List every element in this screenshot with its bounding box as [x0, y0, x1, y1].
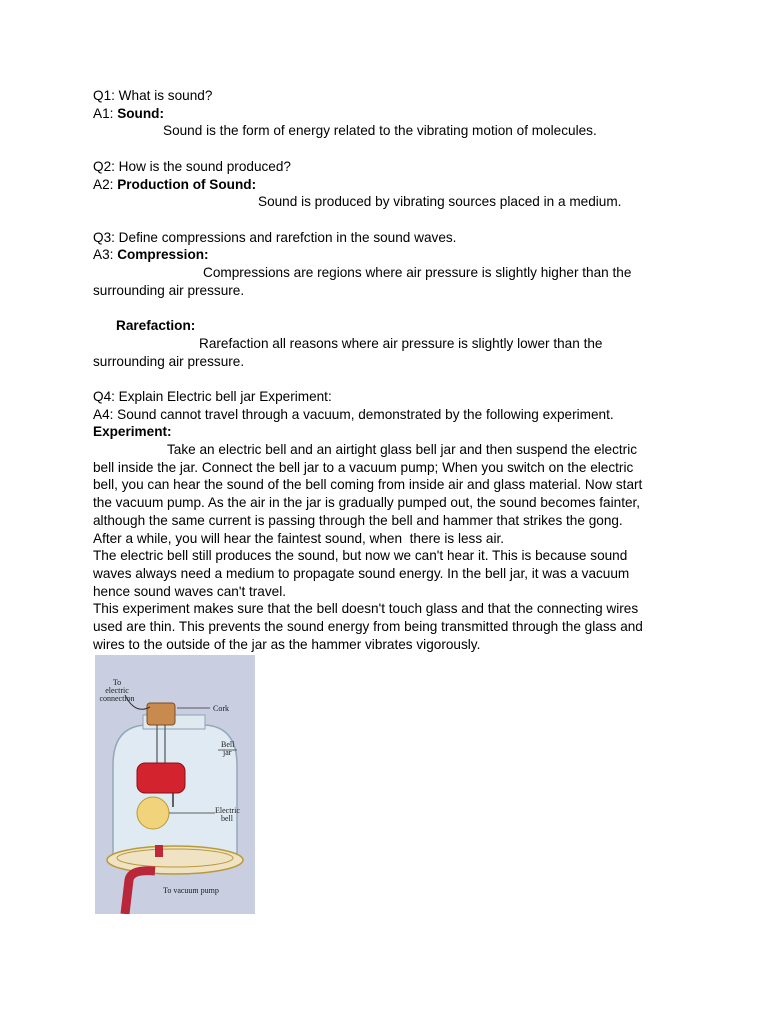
spacer	[93, 140, 673, 158]
para2-line-3: hence sound waves can't travel.	[93, 583, 287, 599]
q3-question: Q3: Define compressions and rarefction in the sound waves.	[93, 229, 457, 245]
a2-text: Sound is produced by vibrating sources placed in a medium.	[258, 194, 622, 210]
label-jar-2: jar	[223, 748, 232, 757]
para3-line-3: wires to the outside of the jar as the hammer vibrates vigorously.	[93, 636, 481, 652]
a3-line	[93, 246, 673, 264]
para1-line-4: the vacuum pump. As the air in the jar is gradually pumped out, the sound becomes fainter,	[93, 495, 641, 511]
document-body	[93, 87, 673, 653]
experiment-heading: Experiment:	[93, 424, 172, 440]
spacer	[93, 370, 673, 388]
para1-line-3: bell, you can hear the sound of the bell coming from inside air and glass material. Now start	[93, 477, 643, 493]
para2-line-2: waves always need a medium to propagate sound energy. In the bell jar, it was a vacuum	[93, 565, 630, 581]
cork-icon	[147, 703, 175, 725]
para3-line-2: used are thin. This prevents the sound energy from being transmitted through the glass and	[93, 619, 643, 635]
a1-heading: Sound:	[117, 105, 164, 121]
a2-line	[93, 176, 673, 194]
bell-jar-figure	[95, 655, 255, 914]
compression-heading: Compression:	[117, 247, 209, 263]
label-pump: To vacuum pump	[163, 886, 219, 895]
bell-gong-icon	[137, 797, 169, 829]
a2-prefix: A2:	[93, 176, 118, 192]
bell-jar-illustration	[95, 655, 255, 914]
a2-heading: Production of Sound:	[117, 176, 257, 192]
a1-text: Sound is the form of energy related to the vibrating motion of molecules.	[163, 123, 597, 139]
para3-line-1: This experiment makes sure that the bell doesn't touch glass and that the connecting wires	[93, 601, 639, 617]
spacer	[93, 211, 673, 229]
a1-line	[93, 105, 673, 123]
label-jar-1: Bell	[221, 740, 235, 749]
label-bell-2: bell	[221, 814, 233, 823]
bell-body-icon	[137, 763, 185, 793]
a1-prefix: A1:	[93, 105, 118, 121]
para1-line-1: Take an electric bell and an airtight glass bell jar and then suspend the electric	[167, 442, 638, 457]
compression-text-1: Compressions are regions where air pressure is slightly higher than the	[203, 265, 632, 280]
valve-icon	[155, 845, 163, 857]
rarefaction-text-1: Rarefaction all reasons where air pressure is slightly lower than the	[199, 335, 603, 351]
rarefaction-text-2: surrounding air pressure.	[93, 353, 245, 369]
q1-question: Q1: What is sound?	[93, 88, 213, 103]
q4-question: Q4: Explain Electric bell jar Experiment:	[93, 388, 332, 404]
label-connection-1: To	[112, 678, 122, 687]
compression-text-2: surrounding air pressure.	[93, 282, 245, 298]
q2-question: Q2: How is the sound produced?	[93, 158, 291, 174]
para1-line-2: bell inside the jar. Connect the bell jar to a vacuum pump; When you switch on the electric	[93, 459, 634, 475]
label-cork: Cork	[213, 704, 229, 713]
rarefaction-line	[93, 317, 673, 335]
label-connection-2: electric	[105, 686, 129, 695]
a3-prefix: A3:	[93, 247, 118, 263]
spacer	[93, 299, 673, 317]
label-bell-1: Electric	[215, 806, 240, 815]
base-plate	[107, 846, 243, 874]
para1-line-5: although the same current is passing through the bell and hammer that strikes the gong.	[93, 512, 623, 528]
rarefaction-heading: Rarefaction:	[116, 318, 196, 334]
label-connection-3: connection	[99, 694, 135, 703]
para2-line-1: The electric bell still produces the sound, but now we can't hear it. This is because sound	[93, 548, 628, 564]
para1-line-6: After a while, you will hear the faintest sound, when there is less air.	[93, 530, 505, 546]
a4-text: A4: Sound cannot travel through a vacuum, demonstrated by the following experiment.	[93, 406, 614, 422]
experiment-line	[93, 423, 673, 441]
